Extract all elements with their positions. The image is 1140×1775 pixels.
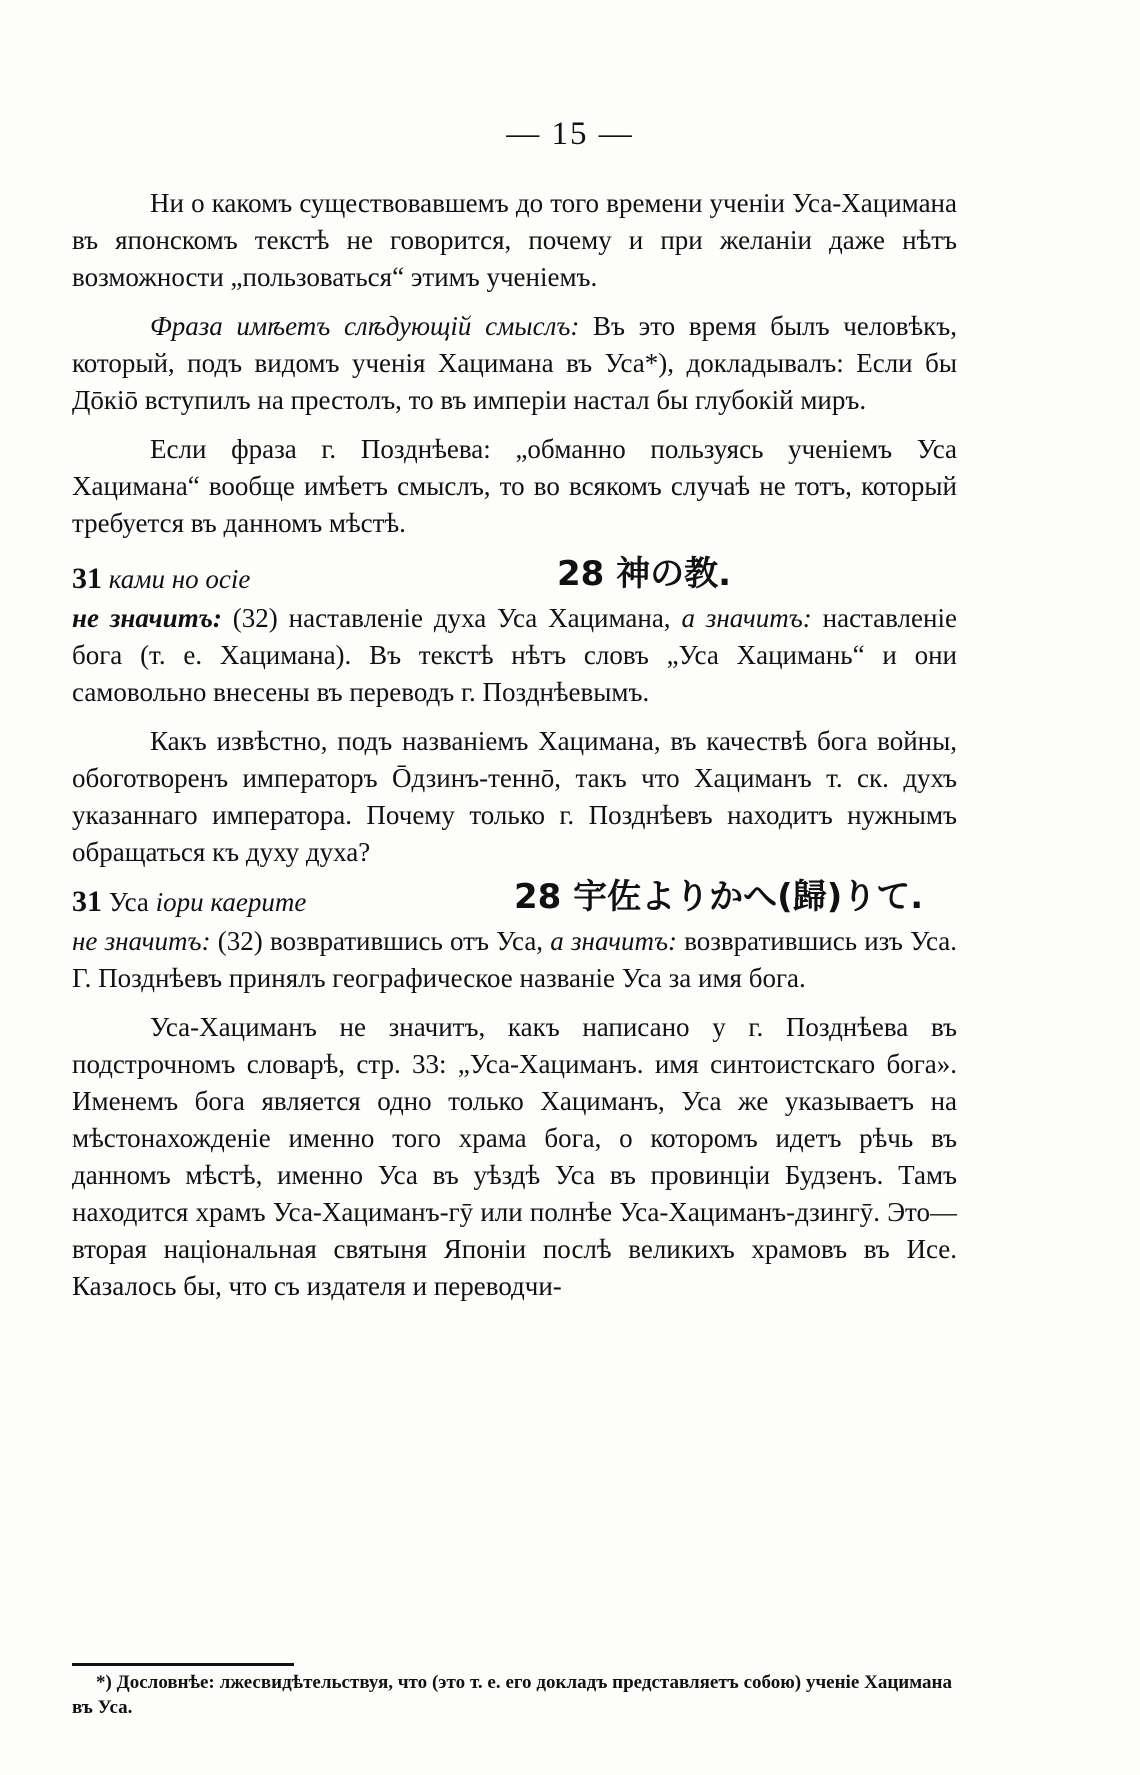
entry-2-original: 28 宇佐よりかへ(歸)りて. (514, 877, 924, 917)
footnote-text: *) Дословнѣе: лжесвидѣтельствуя, что (это т. е. его докладъ представляетъ собою) ученіе Хацимана въ Уса. (72, 1672, 952, 1718)
paragraph-3: Если фраза г. Позднѣева: „обманно пользуясь ученіемъ Уса Хацимана“ вообще имѣетъ смыслъ, то во всякомъ случаѣ не тотъ, который требуется въ данномъ мѣстѣ. (72, 434, 957, 538)
entry-1-heading (72, 554, 957, 600)
page-number: — 15 — (506, 116, 634, 152)
entry-2-neg-label: не значитъ: (72, 926, 211, 956)
paragraph-2-text: Въ это время былъ человѣкъ, который, подъ видомъ ученія Хацимана въ Уса*), докладывалъ: Если бы Дōкіō вступилъ на престолъ, то въ имперіи настал бы глубокій миръ. (72, 311, 957, 415)
entry-2-neg-text: (32) возвратившись отъ Уса, (210, 926, 551, 956)
entry-1-number: 31 (72, 562, 102, 595)
paragraph-1: Ни о какомъ существовавшемъ до того времени ученіи Уса-Хацимана въ японскомъ текстѣ не говорится, почему и при желаніи даже нѣтъ возможности „пользоваться“ этимъ ученіемъ. (72, 188, 957, 292)
footnote (72, 1670, 952, 1720)
entry-2-body (72, 923, 957, 997)
paragraph-2-lead: Фраза имѣетъ слѣдующій смыслъ: (150, 311, 580, 341)
entry-2-reading: іори каерите (148, 887, 307, 917)
entry-1-pos-label: а значитъ: (681, 603, 812, 633)
entry-1-reading: ками но осіе (108, 564, 251, 594)
entry-1-neg-text: (32) наставленіе духа Уса Хацимана, (221, 603, 682, 633)
entry-1-left (72, 560, 250, 598)
paragraph-2 (72, 308, 957, 419)
entry-2-pos-text: возвратившись изъ Уса. Г. Позднѣевъ принялъ географическое названіе Уса за имя бога. (72, 926, 957, 993)
entry-1-body (72, 600, 957, 711)
entry-2-number: 31 (72, 885, 102, 918)
footnote-rule (72, 1663, 294, 1666)
entry-1-neg-label: не значитъ: (72, 603, 222, 633)
paragraph-5: Уса-Хациманъ не значитъ, какъ написано у г. Позднѣева въ подстрочномъ словарѣ, стр. 33: „Уса-Хациманъ. имя синтоистскаго бога». Именемъ бога является одно только Хациманъ, Уса же указываетъ на мѣстонахожденіе именно того храма бога, о которомъ идетъ рѣчь въ данномъ мѣстѣ, именно Уса въ уѣздѣ Уса въ провинціи Будзенъ. Тамъ находится храмъ Уса-Хациманъ-гӯ или полнѣе Уса-Хациманъ-дзингӯ. Это—вторая національная святыня Японіи послѣ великихъ храмовъ въ Исе. Казалось бы, что съ издателя и переводчи- (72, 1012, 957, 1301)
entry-2-word: Уса (108, 887, 149, 917)
main-text (72, 185, 957, 1305)
entry-2-heading (72, 877, 957, 923)
entry-1-original: 28 神の教. (557, 554, 732, 594)
entry-2-left (72, 883, 306, 921)
entry-1-pos-text: наставленіе бога (т. е. Хацимана). Въ текстѣ нѣтъ словъ „Уса Хацимань“ и они самовольно внесены въ переводъ г. Позднѣевымъ. (72, 603, 957, 707)
paragraph-4: Какъ извѣстно, подъ названіемъ Хацимана, въ качествѣ бога войны, обоготворенъ императоръ Ōдзинъ-теннō, такъ что Хациманъ т. ск. духъ указаннаго императора. Почему только г. Позднѣевъ находитъ нужнымъ обращаться къ духу духа? (72, 726, 957, 867)
entry-2-pos-label: а значитъ: (550, 926, 677, 956)
